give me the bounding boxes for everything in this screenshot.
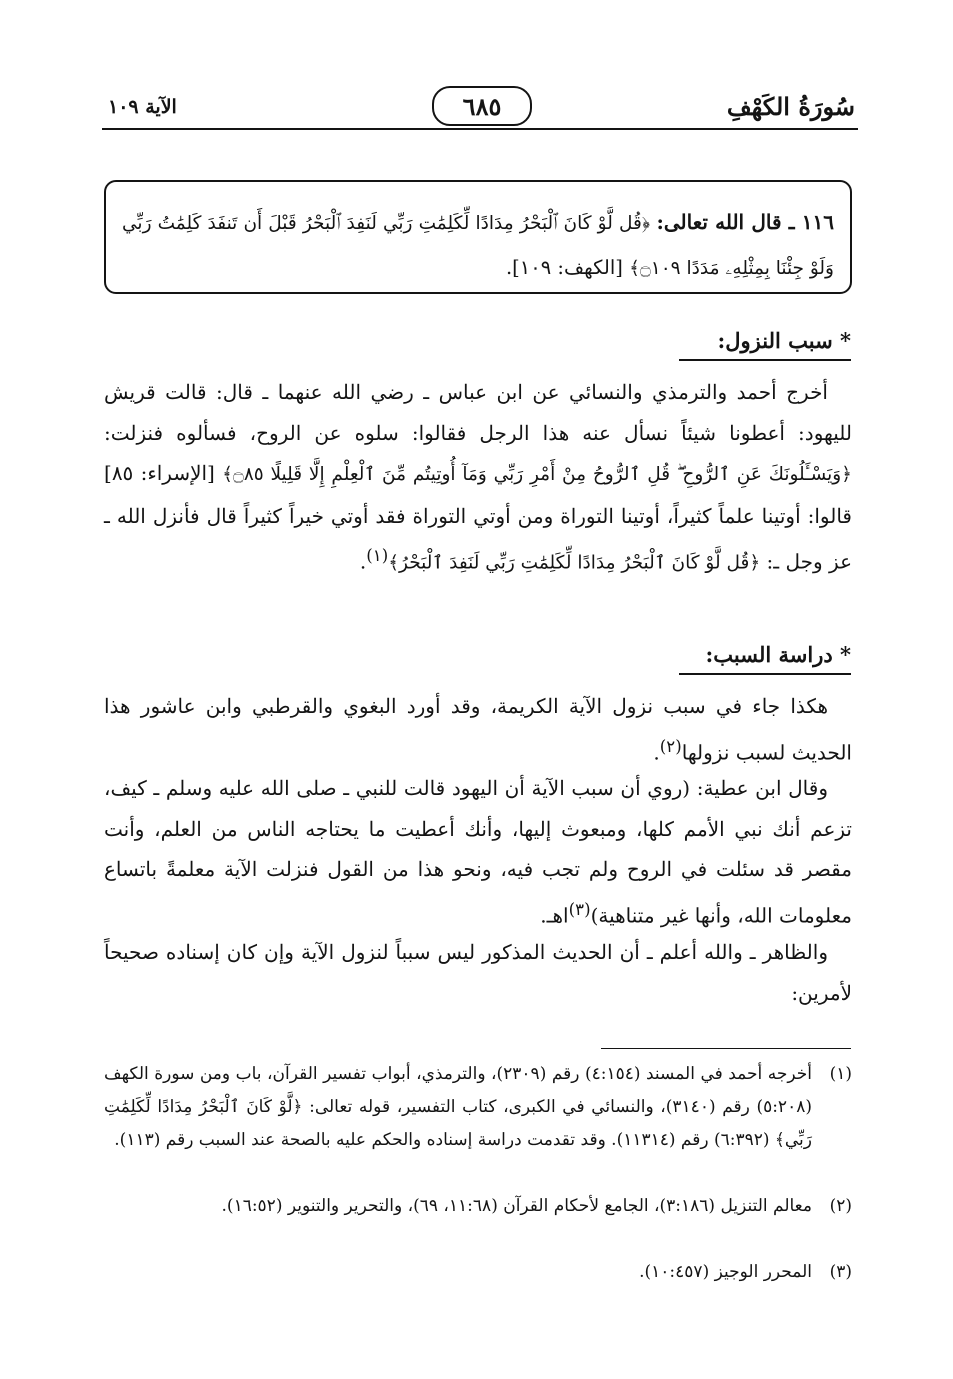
header-rule: [102, 128, 858, 130]
cause-paragraph: أخرج أحمد والترمذي والنسائي عن ابن عباس ـ رضي الله عنهما ـ قال: قالت قريش لليهود: أعطونا شيئاً نسأل عنه هذا الرجل فقالوا: سلوه عن الروح، فسألوه فنزلت: ﴿وَيَسْـَٔلُونَكَ عَنِ ٱلرُّوحِ ۖ قُلِ ٱلرُّوحُ مِنْ أَمْرِ رَبِّي وَمَآ أُوتِيتُم مِّنَ ٱلْعِلْمِ إِلَّا قَلِيلًا ۝٨٥﴾ [الإسراء: ٨٥] قالوا: أوتينا علماً كثيراً، أوتينا التوراة ومن أوتي التوراة فقد أوتي خيراً كثيراً قال فأنزل الله ـ عز وجل ـ: ﴿قُل لَّوْ كَانَ ٱلْبَحْرُ مِدَادًا لِّكَلِمَٰتِ رَبِّي لَنَفِدَ ٱلْبَحْرُ﴾$^{(١)}$.: [104, 380, 852, 574]
study-heading: * دراسة السبب:: [679, 642, 851, 675]
footnote-text: المحرر الوجيز (١٠:٤٥٧).: [639, 1262, 812, 1282]
footnote-number: (١): [829, 1064, 852, 1084]
page-number: ٦٨٥: [432, 86, 532, 126]
cause-verse-1: ﴿وَيَسْـَٔلُونَكَ عَنِ ٱلرُّوحِ ۖ قُلِ ٱلرُّوحُ مِنْ أَمْرِ رَبِّي وَمَآ أُوتِيتُم مِّنَ ٱلْعِلْمِ إِلَّا قَلِيلًا ۝٨٥﴾: [222, 464, 852, 485]
study-p2-text: وقال ابن عطية: (روي أن سبب الآية أن اليهود قالت للنبي ـ صلى الله عليه وسلم ـ كيف، تزعم أنك نبي الأمم كلها، ومبعوث إليها، وأنك أعطيت ما يحتاجه الناس من العلم، وأنت مقصر قد سئلت في الروح ولم تجب فيه، ونحو هذا من القول فنزلت الآية معلمةً باتساع معلومات الله، وأنها غير متناهية): [104, 776, 852, 928]
footnote-text: أخرجه أحمد في المسند (٤:١٥٤) رقم (٢٣٠٩)، والترمذي، أبواب تفسير القرآن، باب ومن سورة الكهف (٥:٢٠٨) رقم (٣١٤٠)، والنسائي في الكبرى، كتاب التفسير، قوله تعالى: ﴿لَّوْ كَانَ ٱلْبَحْرُ مِدَادًا لِّكَلِمَٰتِ رَبِّي﴾ (٦:٣٩٢) رقم (١١٣١٤). وقد تقدمت دراسة إسناده والحكم عليه بالصحة عند السبب رقم (١١٣).: [104, 1064, 812, 1150]
footnote-number: (٣): [829, 1262, 852, 1282]
surah-title: سُورَةُ الكَهْفِ: [726, 92, 855, 121]
verse-paragraph: [122, 200, 834, 291]
footnote-mark-3: (٣): [568, 899, 591, 919]
study-p2-end: اهـ.: [540, 903, 569, 928]
study-paragraph-3: [104, 932, 852, 1013]
footnote-rule: [601, 1048, 851, 1049]
cause-text-2: [الإسراء: ٨٥] قالوا: أوتينا علماً كثيراً، أوتينا التوراة ومن أوتي التوراة فقد أوتي خيراً كثيراً قال فأنزل الله ـ عز وجل ـ:: [104, 461, 852, 574]
verse-ref: [الكهف: ١٠٩].: [505, 256, 623, 279]
ayah-reference: الآية ١٠٩: [108, 96, 177, 118]
footnote-mark-1: (١): [366, 546, 389, 565]
study-paragraph-2: [104, 768, 852, 936]
cause-heading: * سبب النزول:: [679, 328, 851, 361]
verse-text: ﴿قُل لَّوْ كَانَ ٱلْبَحْرُ مِدَادًا لِّكَلِمَٰتِ رَبِّي لَنَفِدَ ٱلْبَحْرُ قَبْلَ أَن تَنفَدَ كَلِمَٰتُ رَبِّي وَلَوْ جِئْنَا بِمِثْلِهِۦ مَدَدًا ۝١٠٩﴾: [122, 213, 834, 279]
footnote-1: [104, 1058, 852, 1157]
verse-lead: ١١٦ ـ قال الله تعالى:: [656, 210, 834, 234]
footnote-text: معالم التنزيل (٣:١٨٦)، الجامع لأحكام القرآن (١١:٦٨، ٦٩)، والتحرير والتنوير (١٦:٥٢).: [221, 1196, 812, 1216]
footnote-3: [104, 1256, 852, 1289]
footnote-2: [104, 1190, 852, 1223]
study-p1-text: هكذا جاء في سبب نزول الآية الكريمة، وقد أورد البغوي والقرطبي وابن عاشور هذا الحديث لسبب نزولها: [104, 694, 852, 765]
footnote-mark-2: (٢): [659, 736, 682, 756]
study-p3-text: والظاهر ـ والله أعلم ـ أن الحديث المذكور ليس سبباً لنزول الآية وإن كان إسناده صحيحاً لأمرين:: [104, 940, 852, 1005]
study-paragraph-1: هكذا جاء في سبب نزول الآية الكريمة، وقد أورد البغوي والقرطبي وابن عاشور هذا الحديث لسبب نزولها$^{(٢)}$.: [104, 694, 852, 765]
footnote-number: (٢): [829, 1196, 852, 1216]
cause-text-1: أخرج أحمد والترمذي والنسائي عن ابن عباس ـ رضي الله عنهما ـ قال: قالت قريش لليهود: أعطونا شيئاً نسأل عنه هذا الرجل فقالوا: سلوه عن الروح، فسألوه فنزلت:: [104, 380, 852, 445]
cause-verse-2: ﴿قُل لَّوْ كَانَ ٱلْبَحْرُ مِدَادًا لِّكَلِمَٰتِ رَبِّي لَنَفِدَ ٱلْبَحْرُ﴾: [388, 552, 761, 574]
verse-box: [104, 180, 852, 294]
